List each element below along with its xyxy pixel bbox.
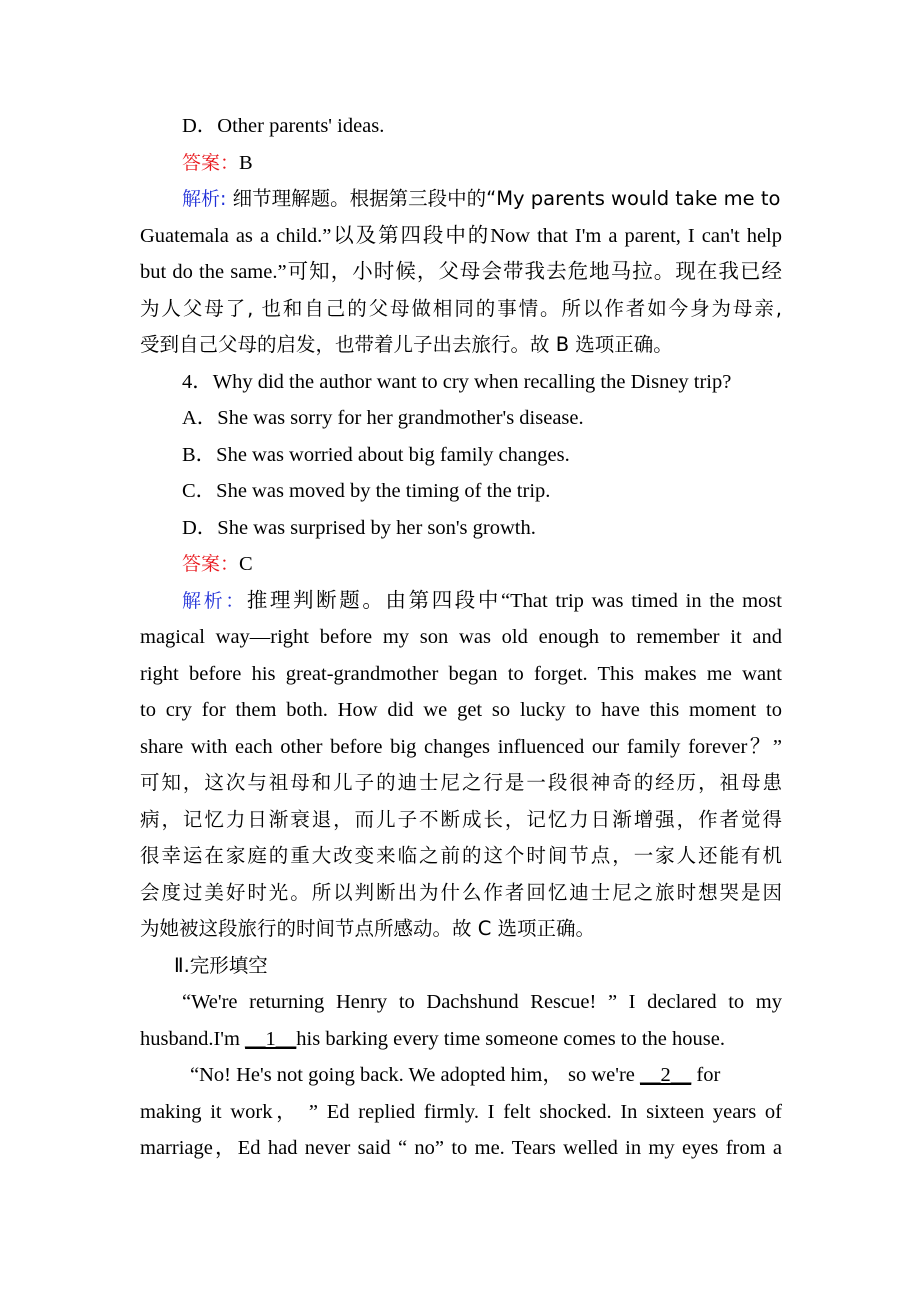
- q4-analysis-line-1: [140, 583, 782, 620]
- cloze-p1-line-2-pre: husband.I'm: [140, 1027, 246, 1050]
- q3-answer-value: B: [239, 151, 253, 174]
- q4-analysis-text: 推理判断题。由第四段中“That trip was timed in the most: [246, 589, 782, 612]
- section-title-cloze: Ⅱ.完形填空: [174, 953, 268, 977]
- q3-analysis-line-3: but do the same.”可知，小时候，父母会带我去危地马拉。现在我已经: [140, 261, 782, 283]
- q3-analysis-label: 解析:: [182, 188, 227, 210]
- q4-analysis-line-9: 会度过美好时光。所以判断出为什么作者回忆迪士尼之旅时想哭是因: [140, 880, 782, 904]
- cloze-p1-line-1: “We're returning Henry to Dachshund Rescue! ” I declared to my: [182, 991, 782, 1013]
- q4-question: 4．Why did the author want to cry when recalling the Disney trip?: [182, 370, 732, 393]
- q4-answer: [140, 546, 782, 583]
- q4-analysis-line-5: share with each other before big changes influenced our family forever？”: [140, 735, 782, 758]
- q3-answer: [140, 145, 782, 182]
- q3-analysis-text: 细节理解题。根据第三段中的“My parents would take me to: [226, 187, 781, 210]
- q3-answer-label: 答案：: [182, 151, 240, 174]
- q4-option-c: C．She was moved by the timing of the trip.: [182, 480, 551, 502]
- q4-analysis-line-4: to cry for them both. How did we get so lucky to have this moment to: [140, 699, 782, 721]
- q3-option-d: D．Other parents' ideas.: [182, 115, 385, 137]
- cloze-blank-2[interactable]: __2__: [640, 1064, 692, 1086]
- q4-answer-label: 答案：: [182, 553, 240, 575]
- document-page: [140, 108, 782, 1167]
- q4-analysis-line-7: 病，记忆力日渐衰退，而儿子不断成长，记忆力日渐增强，作者觉得: [140, 807, 782, 831]
- q3-analysis-line-4: 为人父母了, 也和自己的父母做相同的事情。所以作者如今身为母亲,: [140, 296, 782, 320]
- q4-analysis-label: 解析：: [182, 589, 247, 612]
- q4-option-a: A．She was sorry for her grandmother's disease.: [182, 407, 584, 429]
- q4-answer-value: C: [239, 553, 253, 575]
- cloze-p1-line-2: [140, 1021, 782, 1058]
- cloze-p2-line-1-post: for: [691, 1064, 721, 1086]
- cloze-p2-line-2: making it work， ” Ed replied firmly. I felt shocked. In sixteen years of: [140, 1100, 782, 1123]
- q3-analysis-line-1: [140, 181, 782, 218]
- q4-option-d: D．She was surprised by her son's growth.: [182, 516, 536, 539]
- cloze-p1-line-2-post: his barking every time someone comes to the house.: [296, 1027, 725, 1050]
- cloze-p2-line-3: marriage，Ed had never said “ no” to me. Tears welled in my eyes from a: [140, 1137, 782, 1159]
- q4-analysis-line-3: right before his great-grandmother began to forget. This makes me want: [140, 662, 782, 685]
- cloze-p2-line-1-pre: “No! He's not going back. We adopted him， so we're: [190, 1064, 640, 1086]
- cloze-blank-1[interactable]: __1__: [245, 1027, 297, 1050]
- q4-option-b: B．She was worried about big family changes.: [182, 443, 570, 466]
- q3-analysis-line-5: 受到自己父母的启发，也带着儿子出去旅行。故 B 选项正确。: [140, 333, 673, 356]
- q3-analysis-line-2: Guatemala as a child.”以及第四段中的Now that I'm a parent, I can't help: [140, 224, 782, 247]
- cloze-p2-line-1: [140, 1057, 782, 1094]
- q4-analysis-line-10: 为她被这段旅行的时间节点所感动。故 C 选项正确。: [140, 917, 596, 940]
- q4-analysis-line-6: 可知，这次与祖母和儿子的迪士尼之行是一段很神奇的经历，祖母患: [140, 771, 782, 794]
- q4-analysis-line-8: 很幸运在家庭的重大改变来临之前的这个时间节点，一家人还能有机: [140, 844, 782, 867]
- q4-analysis-line-2: magical way—right before my son was old enough to remember it and: [140, 626, 782, 648]
